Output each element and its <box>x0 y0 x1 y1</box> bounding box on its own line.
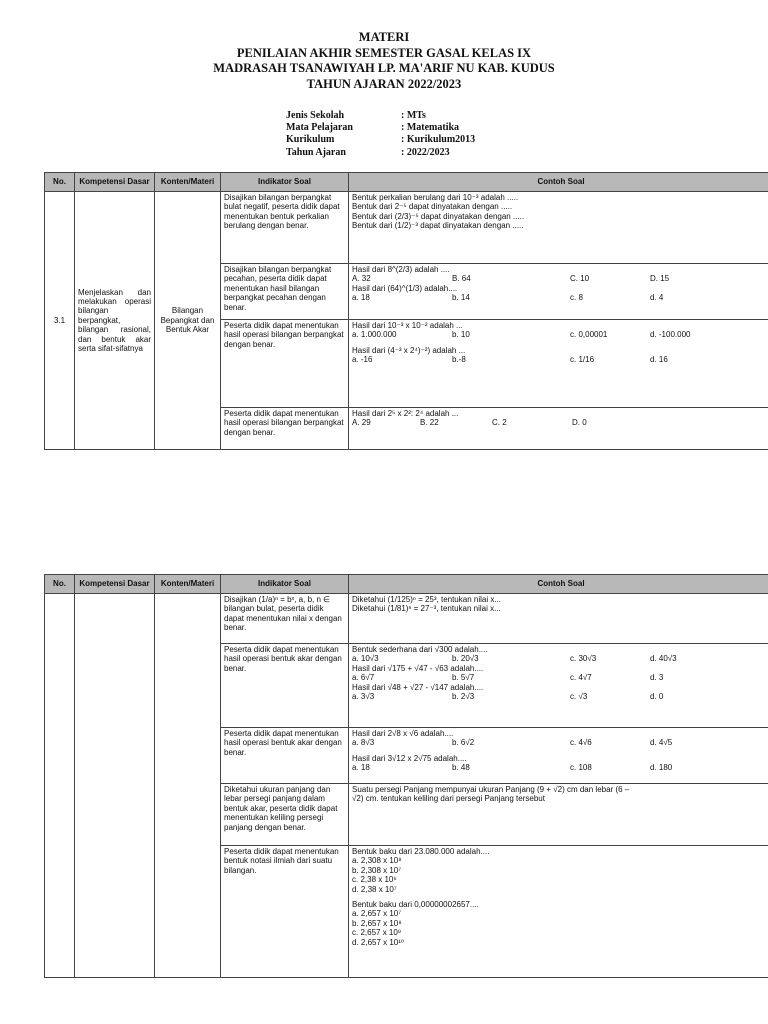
answer-option: a. 6√7 <box>352 673 375 683</box>
answer-option: A. 29 <box>352 418 371 428</box>
answer-option: d. 16 <box>650 355 668 365</box>
question-text: Bentuk perkalian berulang dari 10⁻³ adalah ..... <box>352 193 519 202</box>
meta-row <box>286 122 475 134</box>
answer-option: b. 10 <box>452 330 470 340</box>
question-text: Bentuk baku dari 0,00000002657.... <box>352 900 479 910</box>
column-header-contoh: Contoh Soal <box>349 575 768 594</box>
meta-value: : Matematika <box>401 122 460 134</box>
contoh-line <box>352 729 768 738</box>
answer-option: a. 10√3 <box>352 654 379 664</box>
contoh-line <box>352 330 768 339</box>
contoh-line <box>352 738 768 747</box>
question-text: Hasil dari 2√8 x √6 adalah.... <box>352 729 454 738</box>
meta-value: : Kurikulum2013 <box>401 134 476 146</box>
contoh-line <box>352 645 768 654</box>
meta-row <box>286 147 475 159</box>
contoh-soal-cell <box>349 846 768 978</box>
contoh-line <box>352 212 768 221</box>
contoh-line <box>352 875 768 884</box>
question-text: Hasil dari √48 + √27 - √147 adalah.... <box>352 682 484 692</box>
contoh-line <box>352 919 768 928</box>
contoh-line <box>352 664 768 673</box>
question-text: Bentuk sederhana dari √300 adalah.... <box>352 645 488 654</box>
contoh-line <box>352 193 768 202</box>
answer-option: a. 18 <box>352 763 370 773</box>
contoh-soal-cell <box>349 594 768 644</box>
contoh-line <box>352 683 768 692</box>
indikator-soal-cell: Disajikan (1/a)ⁿ = bˣ, a, b, n ∈ bilangan bulat, peserta didik dapat menentukan nilai x dengan benar. <box>221 594 349 644</box>
answer-option: D. 15 <box>650 274 670 284</box>
konten-materi-cell: Bilangan Bepangkat dan Bentuk Akar <box>155 192 221 450</box>
contoh-line <box>352 346 768 355</box>
kisi-kisi-table-1 <box>44 172 768 450</box>
question-text: Bentuk baku dari 23.080.000 adalah.... <box>352 847 490 856</box>
answer-option: c. 0,00001 <box>570 330 608 340</box>
contoh-line <box>352 595 768 604</box>
contoh-line <box>352 409 768 418</box>
contoh-line <box>352 265 768 274</box>
column-header-konten: Konten/Materi <box>155 575 221 594</box>
contoh-soal-cell <box>349 728 768 784</box>
answer-option: d. 4√5 <box>650 738 673 748</box>
contoh-line <box>352 785 768 794</box>
contoh-line <box>352 866 768 875</box>
question-text: Hasil dari (64)^(1/3) adalah.... <box>352 283 458 293</box>
contoh-line <box>352 274 768 283</box>
answer-option: a. -16 <box>352 355 373 365</box>
indikator-soal-cell: Disajikan bilangan berpangkat pecahan, peserta didik dapat menentukan hasil bilangan berpangkat pecahan dengan benar. <box>221 264 349 320</box>
answer-option: d. 0 <box>650 692 664 702</box>
answer-option: B. 22 <box>420 418 439 428</box>
answer-option: a. 1.000.000 <box>352 330 397 340</box>
meta-key: Tahun Ajaran <box>286 146 346 158</box>
answer-option: C. 10 <box>570 274 590 284</box>
table-header-row <box>45 575 768 594</box>
indikator-soal-cell: Peserta didik dapat menentukan hasil operasi bentuk akar dengan benar. <box>221 644 349 728</box>
contoh-line <box>352 321 768 330</box>
answer-option: c. 8 <box>570 293 583 303</box>
question-text: Bentuk dari (2/3)⁻⁵ dapat dinyatakan dengan ..... <box>352 211 525 221</box>
question-text: c. 2,38 x 10⁶ <box>352 875 397 885</box>
contoh-line <box>352 763 768 772</box>
answer-option: B. 64 <box>452 274 471 284</box>
question-text: Hasil dari 10⁻³ x 10⁻² adalah ... <box>352 321 463 330</box>
column-header-no: No. <box>45 575 75 594</box>
column-header-no: No. <box>45 173 75 192</box>
title-line-2: PENILAIAN AKHIR SEMESTER GASAL KELAS IX <box>236 45 532 60</box>
meta-value: : 2022/2023 <box>401 146 450 158</box>
kompetensi-dasar-cell: Menjelaskan dan melakukan operasi bilangan berpangkat, bilangan rasional, dan bentuk akar serta sifat-sifatnya <box>75 192 155 450</box>
answer-option: c. 4√6 <box>570 738 592 748</box>
answer-option: d. -100.000 <box>650 330 691 340</box>
column-header-indikator: Indikator Soal <box>221 575 349 594</box>
question-text: Hasil dari 3√12 x 2√75 adalah.... <box>352 753 467 763</box>
konten-materi-cell <box>155 594 221 978</box>
meta-value: : MTs <box>401 110 426 121</box>
contoh-line <box>352 202 768 211</box>
question-text: Diketahui (1/81)ⁿ = 27⁻³, tentukan nilai x... <box>352 604 501 614</box>
contoh-line <box>352 856 768 865</box>
question-text: d. 2,657 x 10¹⁰ <box>352 937 405 947</box>
column-header-indikator: Indikator Soal <box>221 173 349 192</box>
question-text: Diketahui (1/125)ⁿ = 25³, tentukan nilai x... <box>352 595 501 604</box>
contoh-line <box>352 654 768 663</box>
meta-row <box>286 134 475 146</box>
question-text: Hasil dari 2⁵ x 2²: 2⁴ adalah ... <box>352 409 459 418</box>
contoh-line <box>352 885 768 894</box>
answer-option: b. 20√3 <box>452 654 479 664</box>
question-text: c. 2,657 x 10⁹ <box>352 928 402 938</box>
answer-option: c. √3 <box>570 692 588 702</box>
answer-option: b. 48 <box>452 763 470 773</box>
answer-option: a. 8√3 <box>352 738 375 748</box>
title-line-4: TAHUN AJARAN 2022/2023 <box>306 76 462 91</box>
contoh-line <box>352 794 768 803</box>
answer-option: c. 4√7 <box>570 673 592 683</box>
question-text: Hasil dari (4⁻³ x 2⁴)⁻²) adalah ... <box>352 345 466 355</box>
contoh-soal-cell <box>349 408 768 450</box>
column-header-kompetensi: Kompetensi Dasar <box>75 575 155 594</box>
row-number-cell: 3.1 <box>45 192 75 450</box>
answer-option: c. 108 <box>570 763 592 773</box>
table-header-row <box>45 173 768 192</box>
title-line-1: MATERI <box>358 30 410 44</box>
answer-option: b.-8 <box>452 355 466 365</box>
contoh-soal-cell <box>349 644 768 728</box>
question-text: Suatu persegi Panjang mempunyai ukuran Panjang (9 + √2) cm dan lebar (6 – <box>352 785 630 794</box>
question-text: a. 2,308 x 10⁸ <box>352 856 402 866</box>
question-text: Bentuk dari (1/2)⁻³ dapat dinyatakan dengan ..... <box>352 221 524 231</box>
document-meta <box>286 110 475 159</box>
table-row <box>45 192 768 264</box>
contoh-line <box>352 221 768 230</box>
contoh-line <box>352 909 768 918</box>
contoh-line <box>352 355 768 364</box>
contoh-line <box>352 938 768 947</box>
answer-option: d. 40√3 <box>650 654 677 664</box>
contoh-line <box>352 847 768 856</box>
meta-key: Jenis Sekolah <box>286 110 345 121</box>
table-row <box>45 594 768 644</box>
indikator-soal-cell: Peserta didik dapat menentukan bentuk notasi ilmiah dari suatu bilangan. <box>221 846 349 978</box>
question-text: Hasil dari √175 + √47 - √63 adalah.... <box>352 663 484 673</box>
contoh-soal-cell <box>349 784 768 846</box>
answer-option: c. 1/16 <box>570 355 595 365</box>
contoh-line <box>352 604 768 613</box>
answer-option: C. 2 <box>492 418 507 428</box>
answer-option: b. 14 <box>452 293 470 303</box>
answer-option: d. 3 <box>650 673 664 683</box>
meta-key: Mata Pelajaran <box>286 122 353 134</box>
column-header-kompetensi: Kompetensi Dasar <box>75 173 155 192</box>
contoh-soal-cell <box>349 192 768 264</box>
meta-key: Kurikulum <box>286 134 335 146</box>
question-text: d. 2,38 x 10⁷ <box>352 884 397 894</box>
answer-option: a. 3√3 <box>352 692 375 702</box>
question-text: Bentuk dari 2⁻⁵ dapat dinyatakan dengan ..... <box>352 202 513 212</box>
column-header-contoh: Contoh Soal <box>349 173 768 192</box>
meta-row <box>286 110 475 122</box>
contoh-line <box>352 692 768 701</box>
indikator-soal-cell: Diketahui ukuran panjang dan lebar persegi panjang dalam bentuk akar, peserta didik dapat menentukan keliling persegi panjang dengan benar. <box>221 784 349 846</box>
contoh-line <box>352 673 768 682</box>
title-line-3: MADRASAH TSANAWIYAH LP. MA'ARIF NU KAB. KUDUS <box>213 61 555 75</box>
contoh-line <box>352 293 768 302</box>
column-header-konten: Konten/Materi <box>155 173 221 192</box>
answer-option: b. 6√2 <box>452 738 475 748</box>
question-text: b. 2,308 x 10⁷ <box>352 865 402 875</box>
answer-option: b. 2√3 <box>452 692 475 702</box>
answer-option: d. 4 <box>650 293 664 303</box>
contoh-line <box>352 754 768 763</box>
document-title <box>0 30 768 92</box>
question-text: b. 2,657 x 10⁸ <box>352 918 402 928</box>
kisi-kisi-table-2 <box>44 574 768 978</box>
kompetensi-dasar-cell <box>75 594 155 978</box>
answer-option: d. 180 <box>650 763 673 773</box>
answer-option: A. 32 <box>352 274 371 284</box>
contoh-line <box>352 284 768 293</box>
contoh-soal-cell <box>349 264 768 320</box>
indikator-soal-cell: Disajikan bilangan berpangkat bulat negatif, peserta didik dapat menentukan bentuk perkalian berulang dengan benar. <box>221 192 349 264</box>
row-number-cell <box>45 594 75 978</box>
contoh-soal-cell <box>349 320 768 408</box>
contoh-line <box>352 900 768 909</box>
contoh-line <box>352 418 768 427</box>
contoh-line <box>352 928 768 937</box>
answer-option: c. 30√3 <box>570 654 597 664</box>
question-text: √2) cm. tentukan keliling dari persegi Panjang tersebut <box>352 794 545 804</box>
indikator-soal-cell: Peserta didik dapat menentukan hasil operasi bilangan berpangkat dengan benar. <box>221 320 349 408</box>
answer-option: a. 18 <box>352 293 370 303</box>
answer-option: b. 5√7 <box>452 673 475 683</box>
indikator-soal-cell: Peserta didik dapat menentukan hasil operasi bentuk akar dengan benar. <box>221 728 349 784</box>
indikator-soal-cell: Peserta didik dapat menentukan hasil operasi bilangan berpangkat dengan benar. <box>221 408 349 450</box>
question-text: Hasil dari 8^(2/3) adalah .... <box>352 265 450 274</box>
question-text: a. 2,657 x 10⁷ <box>352 909 402 919</box>
answer-option: D. 0 <box>572 418 587 428</box>
